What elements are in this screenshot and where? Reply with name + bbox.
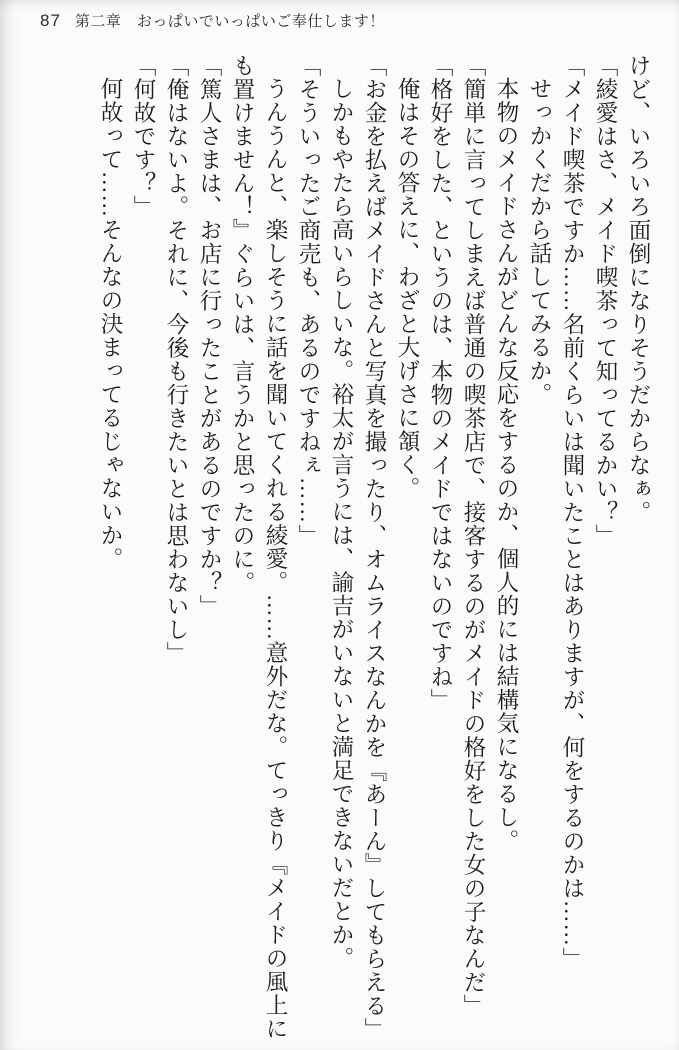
paragraph-4: せっかくだから話してみるか。 [527, 76, 552, 406]
paragraph-7: 「格好をした、というのは、本物のメイドではないのですね」 [428, 54, 453, 712]
running-head [40, 10, 385, 31]
paragraph-2: 「綾愛はさ、メイド喫茶って知ってるかい？」 [593, 54, 618, 548]
paragraph-15: 「何故です？」 [131, 54, 156, 219]
paragraph-12: うんうんと、楽しそうに話を聞いてくれる綾愛。……意外だな。てっきり『メイドの風上にも置けません！』ぐらいは、言うかと思ったのに。 [230, 54, 288, 1040]
paragraph-13: 「篤人さまは、お店に行ったことがあるのですか？」 [197, 54, 222, 618]
paragraph-14: 「俺はないよ。それに、今後も行きたいとは思わないし」 [164, 54, 189, 665]
paragraph-16: 何故って……そんなの決まってるじゃないか。 [98, 76, 123, 570]
paragraph-1: けど、いろいろ面倒になりそうだからなぁ。 [626, 54, 651, 524]
paragraph-8: 俺はその答えに、わざと大げさに頷く。 [395, 76, 420, 500]
paragraph-11: 「そういったご商売も、あるのですねぇ……」 [296, 54, 321, 548]
chapter-title: 第二章 おっぱいでいっぱいご奉仕します！ [74, 13, 385, 30]
paragraph-5: 本物のメイドさんがどんな反応をするのか、個人的には結構気になるし。 [494, 76, 519, 852]
paragraph-6: 「簡単に言ってしまえば普通の喫茶店で、接客するのがメイドの格好をした女の子なんだ」 [461, 54, 486, 1018]
paragraph-3: 「メイド喫茶ですか……名前くらいは聞いたことはありますが、何をするのかは……」 [560, 54, 585, 971]
page-body-vertical-text [94, 54, 655, 1042]
page-number: 87 [40, 11, 61, 30]
paragraph-10: しかもやたら高いらしいな。裕太が言うには、諭吉がいないと満足できないだとか。 [329, 76, 354, 970]
paragraph-9: 「お金を払えばメイドさんと写真を撮ったり、オムライスなんかを『あーん』してもらえる」 [362, 54, 387, 1041]
